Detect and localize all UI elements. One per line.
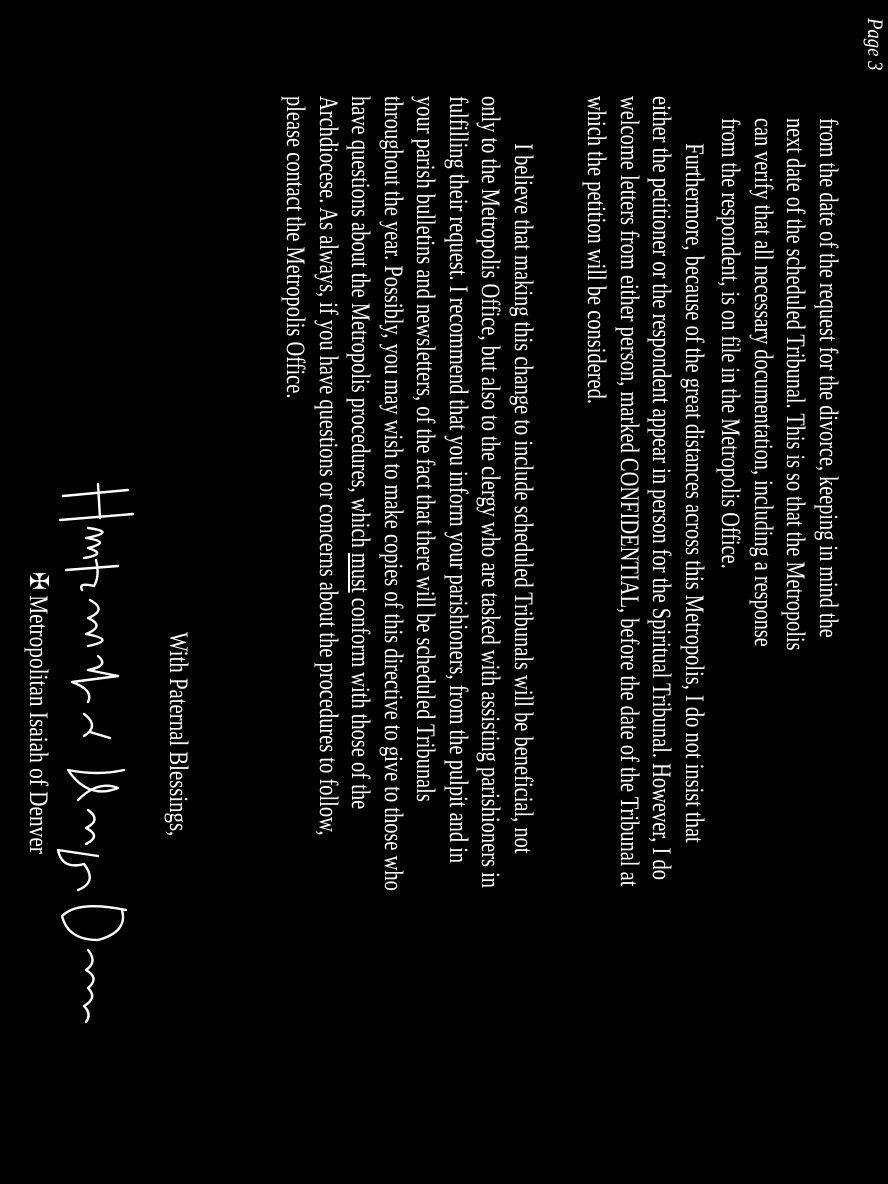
paragraph-1 — [714, 118, 844, 650]
handwritten-signature — [38, 470, 171, 1030]
paragraph-line: your parish bulletins and newsletters, of the fact that there will be scheduled Tribunals — [411, 96, 441, 802]
paragraph-line: welcome letters from either person, marked CONFIDENTIAL, before the date of the Tribunal at — [615, 96, 644, 887]
paragraph-line — [507, 96, 540, 891]
closing-salutation: With Paternal Blessings, — [164, 632, 193, 837]
emphasized-word: must — [346, 552, 376, 593]
paragraph-line: only to the Metropolis Office, but also to the clergy who are tasked with assisting parishioners in — [476, 96, 506, 889]
paragraph-line: which the petition will be considered. — [582, 96, 612, 404]
signature-text: †Metropolitan Isaiah of Denver — [154, 470, 171, 673]
paragraph-line: from the date of the request for the divorce, keeping in mind the — [814, 118, 843, 638]
paragraph-line-text: I believe that making this change to include scheduled Tribunals will be beneficial, not — [509, 143, 538, 854]
paragraph-line: throughout the year. Possibly, you may wish to make copies of this directive to give to those who — [379, 96, 408, 891]
indent — [680, 96, 709, 143]
paragraph-line: please contact the Metropolis Office. — [281, 96, 311, 399]
signer-name: ✠ Metropolitan Isaiah of Denver — [24, 572, 53, 854]
paragraph-line: can verify that all necessary documentation, including a response — [749, 118, 778, 647]
paragraph-line: fulfilling their request. I recommend that you inform your parishioners, from the pulpit and in — [444, 96, 473, 864]
paragraph-line: next date of the scheduled Tribunal. This is so that the Metropolis — [781, 118, 811, 651]
paragraph-line-text: conform with those of the — [346, 592, 376, 810]
paragraph-line: from the respondent, is on file in the Metropolis Office. — [716, 118, 746, 569]
paragraph-line: either the petitioner or the respondent appear in person for the Spiritual Tribunal. However, I do — [647, 96, 677, 880]
page-number: Page 3 — [863, 18, 888, 71]
paragraph-3 — [279, 96, 539, 891]
paragraph-line: Archdiocese. As always, if you have questions or concerns about the procedures to follow, — [314, 96, 343, 836]
paragraph-line — [344, 96, 377, 891]
indent — [509, 96, 538, 143]
paragraph-2 — [580, 96, 710, 886]
paragraph-line-text: have questions about the Metropolis procedures, which — [346, 96, 376, 553]
paragraph-line-text: Furthermore, because of the great distances across this Metropolis, I do not insist that — [680, 143, 709, 843]
paragraph-line — [678, 96, 711, 886]
